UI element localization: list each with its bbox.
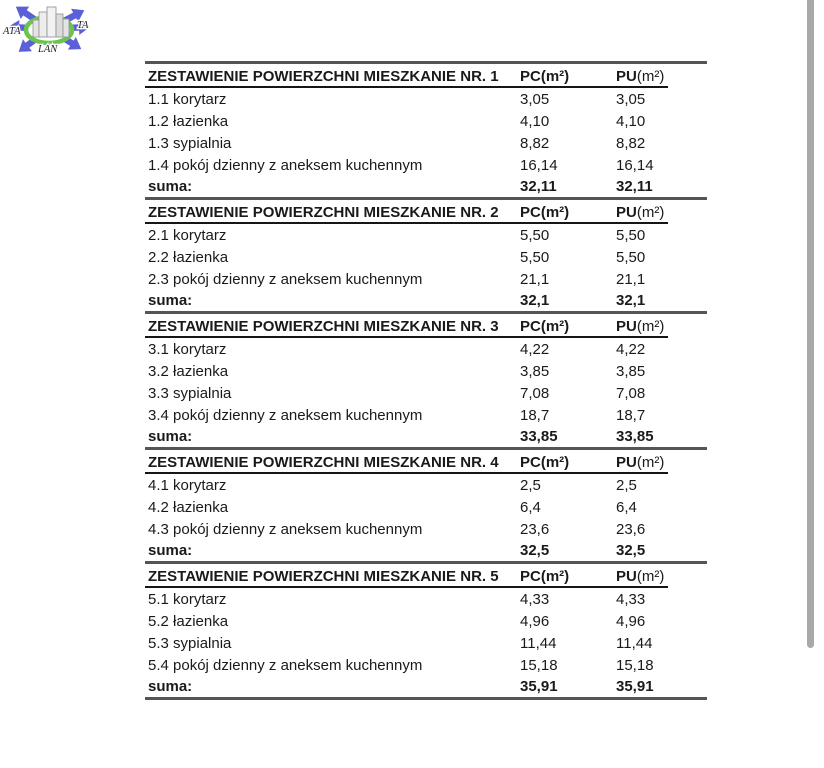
apartment-table-1 xyxy=(145,61,707,200)
room-name: 4.1 korytarz xyxy=(148,477,227,494)
suma-label: suma: xyxy=(148,292,193,309)
pu-value: 4,33 xyxy=(616,591,646,608)
table-row xyxy=(145,268,707,290)
table-row xyxy=(145,360,707,382)
apartment-table-4 xyxy=(145,450,707,564)
room-name: 2.3 pokój dzienny z aneksem kuchennym xyxy=(148,271,423,288)
pu-value: 3,05 xyxy=(616,91,646,108)
room-name: 1.3 sypialnia xyxy=(148,135,232,152)
header-underline xyxy=(145,222,668,224)
pc-value: 18,7 xyxy=(520,407,550,424)
table-header-row xyxy=(145,64,707,88)
suma-pu: 32,1 xyxy=(616,292,646,309)
table-row xyxy=(145,632,707,654)
suma-pc: 32,1 xyxy=(520,292,550,309)
pu-value: 4,22 xyxy=(616,341,646,358)
room-name: 5.2 łazienka xyxy=(148,613,229,630)
room-name: 3.3 sypialnia xyxy=(148,385,232,402)
suma-label: suma: xyxy=(148,542,193,559)
pc-value: 6,4 xyxy=(520,499,541,516)
pu-value: 4,96 xyxy=(616,613,646,630)
pc-value: 5,50 xyxy=(520,249,550,266)
suma-pu: 32,11 xyxy=(616,178,653,195)
column-header-pc: PC(m²) xyxy=(520,454,570,471)
table-row xyxy=(145,338,707,360)
room-name: 1.2 łazienka xyxy=(148,113,229,130)
header-underline xyxy=(145,336,668,338)
pc-value: 11,44 xyxy=(520,635,557,652)
table-title: ZESTAWIENIE POWIERZCHNI MIESZKANIE NR. 4 xyxy=(148,454,499,471)
column-header-pc: PC(m²) xyxy=(520,318,570,335)
table-header-row xyxy=(145,200,707,224)
pu-value: 3,85 xyxy=(616,363,646,380)
table-row xyxy=(145,224,707,246)
area-summary-document xyxy=(145,61,707,700)
suma-pc: 35,91 xyxy=(520,678,558,695)
pc-value: 7,08 xyxy=(520,385,550,402)
table-row xyxy=(145,154,707,176)
pc-value: 4,96 xyxy=(520,613,550,630)
header-underline xyxy=(145,586,668,588)
room-name: 1.1 korytarz xyxy=(148,91,227,108)
pu-value: 4,10 xyxy=(616,113,646,130)
room-name: 2.2 łazienka xyxy=(148,249,229,266)
column-header-pc: PC(m²) xyxy=(520,68,570,85)
suma-pu: 32,5 xyxy=(616,542,646,559)
table-title: ZESTAWIENIE POWIERZCHNI MIESZKANIE NR. 3 xyxy=(148,318,499,335)
suma-pc: 32,5 xyxy=(520,542,550,559)
table-row xyxy=(145,588,707,610)
column-header-pu-unit: (m²) xyxy=(636,204,665,221)
suma-pc: 32,11 xyxy=(520,178,557,195)
suma-row xyxy=(145,426,707,447)
column-header-pu xyxy=(616,202,707,224)
logo-text-left: ATA xyxy=(3,26,21,37)
room-name: 3.1 korytarz xyxy=(148,341,227,358)
table-header-row xyxy=(145,564,707,588)
pc-value: 4,33 xyxy=(520,591,550,608)
table-row xyxy=(145,610,707,632)
column-header-pu-bold: PU xyxy=(616,318,637,335)
pu-value: 5,50 xyxy=(616,249,646,266)
pc-value: 4,22 xyxy=(520,341,550,358)
room-name: 4.2 łazienka xyxy=(148,499,229,516)
pc-value: 5,50 xyxy=(520,227,550,244)
pc-value: 21,1 xyxy=(520,271,550,288)
table-row xyxy=(145,474,707,496)
suma-row xyxy=(145,290,707,311)
vertical-scrollbar-thumb[interactable] xyxy=(807,0,814,648)
pc-value: 23,6 xyxy=(520,521,550,538)
suma-pu: 33,85 xyxy=(616,428,654,445)
table-title: ZESTAWIENIE POWIERZCHNI MIESZKANIE NR. 2 xyxy=(148,204,499,221)
pc-value: 3,05 xyxy=(520,91,550,108)
room-name: 5.3 sypialnia xyxy=(148,635,232,652)
header-underline xyxy=(145,86,668,88)
table-title: ZESTAWIENIE POWIERZCHNI MIESZKANIE NR. 5 xyxy=(148,568,499,585)
table-row xyxy=(145,132,707,154)
column-header-pu-unit: (m²) xyxy=(636,568,665,585)
table-header-row xyxy=(145,450,707,474)
column-header-pu-bold: PU xyxy=(616,204,637,221)
pu-value: 15,18 xyxy=(616,657,654,674)
logo-text-right: TA xyxy=(77,20,89,31)
room-name: 3.4 pokój dzienny z aneksem kuchennym xyxy=(148,407,423,424)
company-logo xyxy=(2,1,104,59)
table-title: ZESTAWIENIE POWIERZCHNI MIESZKANIE NR. 1 xyxy=(148,68,499,85)
room-name: 5.1 korytarz xyxy=(148,591,227,608)
column-header-pu-unit: (m²) xyxy=(636,318,665,335)
suma-row xyxy=(145,676,707,697)
table-row xyxy=(145,110,707,132)
pu-value: 7,08 xyxy=(616,385,646,402)
column-header-pu-bold: PU xyxy=(616,454,637,471)
pc-value: 2,5 xyxy=(520,477,541,494)
table-row xyxy=(145,382,707,404)
pc-value: 8,82 xyxy=(520,135,550,152)
column-header-pu xyxy=(616,452,707,474)
room-name: 1.4 pokój dzienny z aneksem kuchennym xyxy=(148,157,423,174)
column-header-pu xyxy=(616,566,707,588)
table-row xyxy=(145,246,707,268)
column-header-pc: PC(m²) xyxy=(520,568,570,585)
table-row xyxy=(145,654,707,676)
header-underline xyxy=(145,472,668,474)
suma-row xyxy=(145,540,707,561)
pc-value: 15,18 xyxy=(520,657,558,674)
suma-row xyxy=(145,176,707,197)
pu-value: 16,14 xyxy=(616,157,654,174)
pu-value: 6,4 xyxy=(616,499,637,516)
column-header-pc: PC(m²) xyxy=(520,204,570,221)
table-row xyxy=(145,88,707,110)
suma-label: suma: xyxy=(148,178,193,195)
column-header-pu xyxy=(616,66,707,88)
column-header-pu-bold: PU xyxy=(616,568,637,585)
pu-value: 2,5 xyxy=(616,477,637,494)
room-name: 5.4 pokój dzienny z aneksem kuchennym xyxy=(148,657,423,674)
suma-pc: 33,85 xyxy=(520,428,558,445)
table-row xyxy=(145,518,707,540)
pu-value: 21,1 xyxy=(616,271,646,288)
suma-label: suma: xyxy=(148,678,193,695)
table-header-row xyxy=(145,314,707,338)
pc-value: 4,10 xyxy=(520,113,550,130)
apartment-table-2 xyxy=(145,200,707,314)
room-name: 3.2 łazienka xyxy=(148,363,229,380)
pu-value: 18,7 xyxy=(616,407,646,424)
room-name: 4.3 pokój dzienny z aneksem kuchennym xyxy=(148,521,423,538)
column-header-pu-unit: (m²) xyxy=(636,454,665,471)
pc-value: 3,85 xyxy=(520,363,550,380)
apartment-table-5 xyxy=(145,564,707,700)
suma-label: suma: xyxy=(148,428,193,445)
pu-value: 8,82 xyxy=(616,135,646,152)
suma-pu: 35,91 xyxy=(616,678,654,695)
apartment-table-3 xyxy=(145,314,707,450)
pc-value: 16,14 xyxy=(520,157,558,174)
table-row xyxy=(145,404,707,426)
pu-value: 11,44 xyxy=(616,635,653,652)
room-name: 2.1 korytarz xyxy=(148,227,227,244)
column-header-pu xyxy=(616,316,707,338)
column-header-pu-unit: (m²) xyxy=(636,68,665,85)
table-row xyxy=(145,496,707,518)
pu-value: 5,50 xyxy=(616,227,646,244)
logo-text-bottom: LAN xyxy=(38,44,58,55)
logo-buildings-icon xyxy=(33,7,69,37)
column-header-pu-bold: PU xyxy=(616,68,637,85)
pu-value: 23,6 xyxy=(616,521,646,538)
